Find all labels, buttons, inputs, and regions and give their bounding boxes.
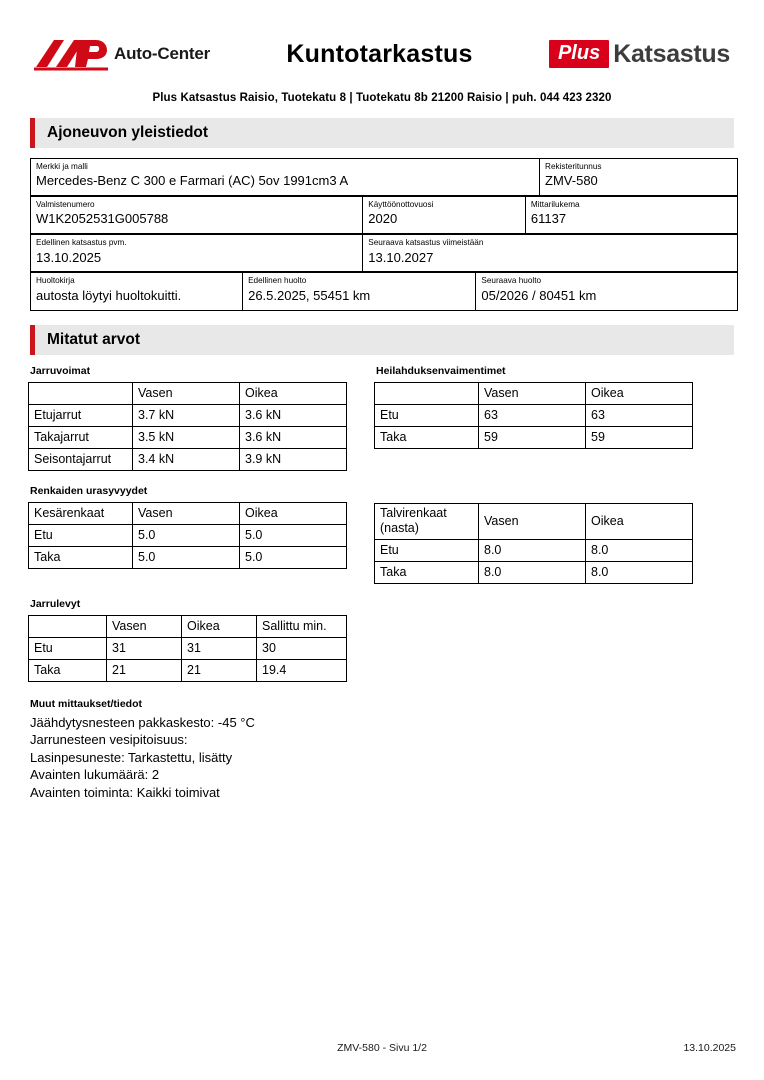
value-vin: W1K2052531G005788	[36, 211, 169, 227]
label-next-inspection: Seuraava katsastus viimeistään	[368, 238, 484, 248]
section-header-general: Ajoneuvon yleistiedot	[30, 118, 734, 148]
brake-discs-title: Jarrulevyt	[30, 597, 81, 610]
table-row	[29, 448, 347, 470]
cell: 5.0	[133, 524, 240, 546]
cell: 21	[182, 659, 257, 681]
header-cell: Oikea	[586, 503, 693, 539]
table-row	[29, 637, 347, 659]
table-row	[29, 426, 347, 448]
table-header-row	[375, 382, 693, 404]
cell-servicebook	[31, 273, 243, 310]
header-cell: Oikea	[240, 502, 347, 524]
cell: Seisontajarrut	[29, 448, 133, 470]
other-measurement-line: Avainten toiminta: Kaikki toimivat	[30, 784, 220, 800]
document-header	[28, 0, 736, 78]
header-cell	[375, 382, 479, 404]
cell: 3.4 kN	[133, 448, 240, 470]
brake-discs-table	[28, 615, 347, 682]
table-header-row	[29, 615, 347, 637]
cell: 63	[586, 404, 693, 426]
cell-year	[363, 197, 526, 234]
other-measurement-line: Lasinpesuneste: Tarkastettu, lisätty	[30, 749, 233, 765]
cell: Taka	[29, 546, 133, 568]
header-cell: Oikea	[586, 382, 693, 404]
other-measurements-block	[28, 698, 736, 802]
page-footer	[28, 1042, 736, 1054]
cell: Etu	[29, 637, 107, 659]
cell: Etujarrut	[29, 404, 133, 426]
label-odometer: Mittarilukema	[530, 200, 580, 210]
header-cell: Vasen	[133, 502, 240, 524]
label-vin: Valmistenumero	[36, 200, 95, 210]
table-row	[29, 659, 347, 681]
dampers-table	[374, 382, 693, 449]
measurements-row-2	[28, 485, 736, 584]
header-cell: Vasen	[133, 382, 240, 404]
cell: Etu	[375, 404, 479, 426]
cell-registration	[540, 159, 738, 196]
cell: 5.0	[240, 546, 347, 568]
footer-page-indicator: ZMV-580 - Sivu 1/2	[337, 1042, 427, 1054]
label-servicebook: Huoltokirja	[36, 276, 75, 286]
brake-discs-block	[28, 598, 736, 682]
measurements-row-1	[28, 365, 736, 471]
auto-center-logo	[34, 37, 210, 71]
vehicle-inspection-dates-table	[30, 234, 738, 272]
cell: 3.6 kN	[240, 426, 347, 448]
header-cell: Vasen	[107, 615, 182, 637]
cell-vin	[31, 197, 363, 234]
measurements-area	[28, 365, 736, 802]
tire-depths-block	[28, 485, 358, 569]
cell: 3.7 kN	[133, 404, 240, 426]
cell: 8.0	[586, 539, 693, 561]
table-row	[29, 524, 347, 546]
auto-center-wordmark: Auto-Center	[114, 44, 211, 63]
other-measurement-line: Jarrunesteen vesipitoisuus:	[30, 732, 188, 748]
plus-katsastus-logo	[549, 40, 730, 69]
winter-tires-block	[374, 485, 704, 584]
vehicle-info-table	[30, 158, 738, 196]
dampers-title: Heilahduksenvaimentimet	[376, 364, 506, 377]
header-cell: Sallittu min.	[257, 615, 347, 637]
other-measurements-title: Muut mittaukset/tiedot	[30, 697, 142, 710]
other-measurement-line: Avainten lukumäärä: 2	[30, 767, 160, 783]
cell: 31	[182, 637, 257, 659]
value-year: 2020	[368, 211, 398, 227]
value-next-inspection: 13.10.2027	[368, 249, 434, 265]
brake-forces-table	[28, 382, 347, 471]
ac-logo-icon	[34, 37, 108, 71]
header-cell	[29, 615, 107, 637]
cell: Etu	[375, 539, 479, 561]
cell: 5.0	[240, 524, 347, 546]
label-make-model: Merkki ja malli	[36, 162, 88, 171]
table-row	[375, 404, 693, 426]
label-year: Käyttöönottovuosi	[368, 200, 434, 210]
section-header-measured: Mitatut arvot	[30, 325, 734, 355]
cell: 3.9 kN	[240, 448, 347, 470]
cell: Taka	[375, 561, 479, 583]
cell: Takajarrut	[29, 426, 133, 448]
table-row	[29, 546, 347, 568]
cell: 31	[107, 637, 182, 659]
cell-previous-inspection	[31, 235, 363, 272]
table-row	[29, 404, 347, 426]
plus-badge: Plus	[549, 40, 609, 68]
header-cell	[29, 382, 133, 404]
cell-make-model	[31, 159, 540, 196]
tire-depths-title: Renkaiden urasyvyydet	[30, 484, 148, 497]
cell: 59	[479, 426, 586, 448]
header-cell: Vasen	[479, 503, 586, 539]
value-servicebook: autosta löytyi huoltokuitti.	[36, 287, 182, 303]
cell: 21	[107, 659, 182, 681]
brake-forces-block	[28, 365, 358, 471]
value-make-model: Mercedes-Benz C 300 e Farmari (AC) 5ov 1991cm3 A	[36, 173, 349, 189]
cell: 19.4	[257, 659, 347, 681]
table-row	[375, 426, 693, 448]
header-cell: Oikea	[240, 382, 347, 404]
value-next-service: 05/2026 / 80451 km	[481, 287, 597, 303]
table-row	[375, 561, 693, 583]
other-measurement-line: Jäähdytysnesteen pakkaskesto: -45 °C	[30, 714, 255, 730]
cell: 63	[479, 404, 586, 426]
cell-previous-service	[243, 273, 476, 310]
page-title: Kuntotarkastus	[286, 39, 473, 68]
cell: 5.0	[133, 546, 240, 568]
label-previous-inspection: Edellinen katsastus pvm.	[36, 238, 127, 248]
header-cell: Oikea	[182, 615, 257, 637]
footer-date: 13.10.2025	[683, 1042, 736, 1054]
cell: 3.5 kN	[133, 426, 240, 448]
cell-next-service	[476, 273, 738, 310]
header-cell: Talvirenkaat (nasta)	[375, 503, 479, 539]
table-header-row	[29, 382, 347, 404]
value-previous-service: 26.5.2025, 55451 km	[248, 287, 371, 303]
cell: 8.0	[479, 539, 586, 561]
table-header-row	[29, 502, 347, 524]
cell: 59	[586, 426, 693, 448]
value-odometer: 61137	[530, 211, 567, 227]
winter-tire-depths-table	[374, 503, 693, 584]
table-row	[31, 159, 738, 196]
label-previous-service: Edellinen huolto	[248, 276, 307, 286]
value-registration: ZMV-580	[545, 173, 598, 189]
cell: 8.0	[586, 561, 693, 583]
header-cell: Vasen	[479, 382, 586, 404]
cell: 8.0	[479, 561, 586, 583]
vehicle-service-table	[30, 272, 738, 310]
cell: 3.6 kN	[240, 404, 347, 426]
summer-tire-depths-table	[28, 502, 347, 569]
header-cell: Kesärenkaat	[29, 502, 133, 524]
cell-next-inspection	[363, 235, 738, 272]
cell: Taka	[375, 426, 479, 448]
cell: Taka	[29, 659, 107, 681]
cell: Etu	[29, 524, 133, 546]
table-row	[31, 197, 738, 234]
label-registration: Rekisteritunnus	[545, 162, 602, 171]
cell: 30	[257, 637, 347, 659]
value-previous-inspection: 13.10.2025	[36, 249, 102, 265]
table-row	[31, 235, 738, 272]
dampers-block	[374, 365, 704, 449]
vehicle-info-table-2	[30, 196, 738, 234]
address-line: Plus Katsastus Raisio, Tuotekatu 8 | Tuotekatu 8b 21200 Raisio | puh. 044 423 2320	[152, 92, 612, 104]
table-row	[375, 539, 693, 561]
brake-forces-title: Jarruvoimat	[30, 364, 91, 377]
katsastus-wordmark: Katsastus	[613, 39, 730, 68]
cell-odometer	[525, 197, 737, 234]
table-row	[31, 273, 738, 310]
label-next-service: Seuraava huolto	[481, 276, 542, 286]
table-header-row	[375, 503, 693, 539]
